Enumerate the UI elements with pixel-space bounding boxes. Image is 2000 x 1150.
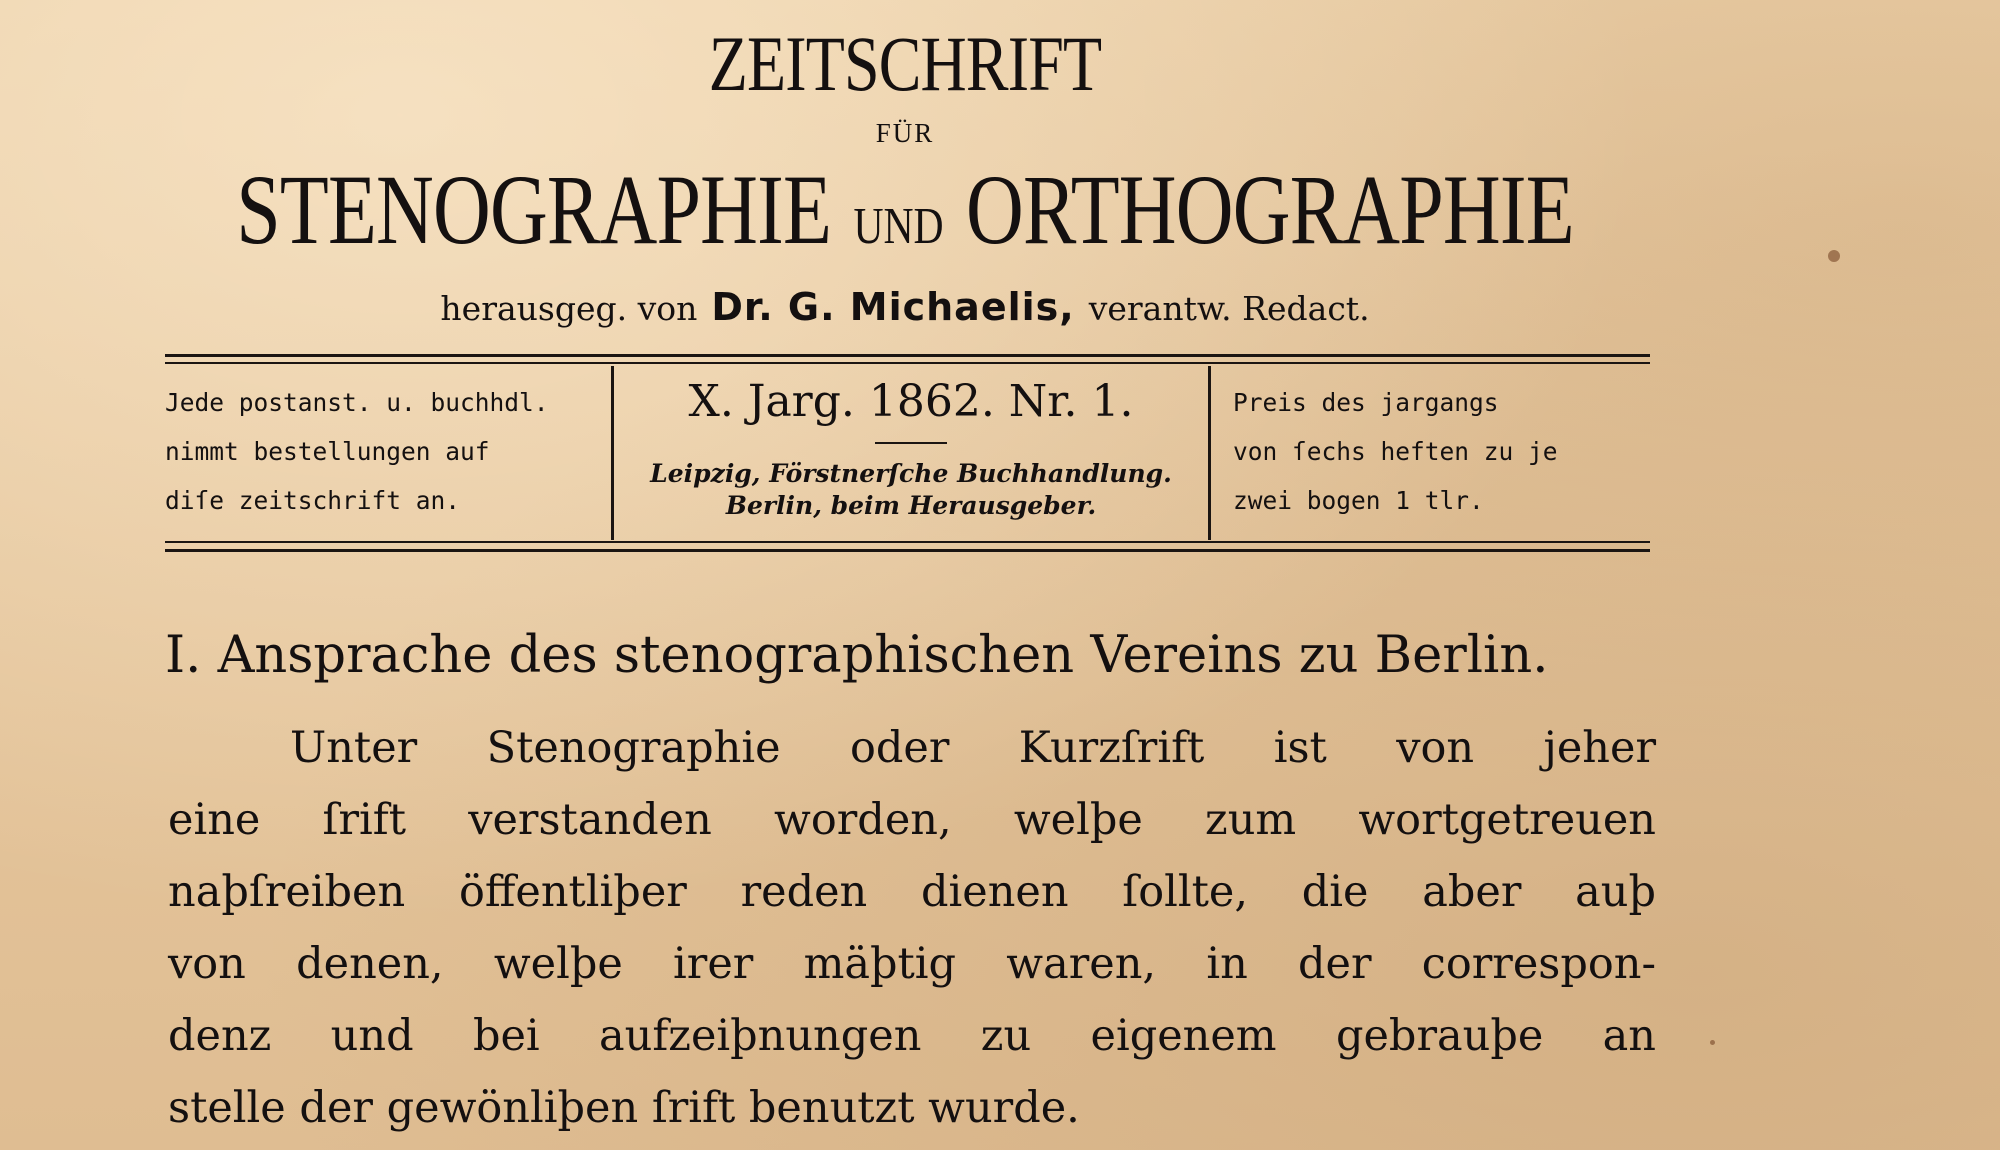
journal-title: ZEITSCHRIFT — [708, 20, 1102, 107]
double-rule-top — [165, 354, 1650, 357]
double-rule-bottom-inner — [165, 541, 1650, 543]
column-divider-left — [611, 366, 614, 540]
article-line: naþſreiben öffentliþer reden dienen ſollte, die aber auþ — [168, 867, 1656, 917]
journal-main-title-right: ORTHOGRAPHIE — [965, 154, 1574, 265]
editor-line — [0, 285, 1810, 329]
journal-main-title-und: UND — [853, 198, 944, 255]
price-note-line: von ſechs heften zu je — [1233, 437, 1558, 466]
double-rule-bottom — [165, 549, 1650, 552]
column-divider-right — [1208, 366, 1211, 540]
paper-fleck — [1710, 1040, 1715, 1045]
issue-number: X. Jarg. 1862. Nr. 1. — [688, 376, 1134, 427]
subscription-note — [165, 378, 593, 525]
price-note — [1233, 378, 1653, 525]
journal-title-fuer: FÜR — [875, 118, 935, 148]
editor-name: Dr. G. Michaelis, — [711, 285, 1075, 329]
journal-main-title — [181, 155, 1629, 282]
article-heading: I. Ansprache des stenographischen Vereins zu Berlin. — [165, 626, 1549, 685]
article-body — [168, 712, 1656, 1144]
publisher-line: Leipzig, Förstnerſche Buchhandlung. — [650, 459, 1172, 488]
publisher-line: Berlin, beim Herausgeber. — [725, 491, 1097, 520]
price-note-line: zwei bogen 1 tlr. — [1233, 486, 1484, 515]
article-line: denz und bei aufzeiþnungen zu eigenem gebrauþe an — [168, 1011, 1656, 1061]
editor-suffix: verantw. Redact. — [1088, 289, 1370, 328]
article-line: von denen, welþe irer mäþtig waren, in der correspon- — [168, 939, 1656, 989]
editor-prefix: herausgeg. von — [440, 289, 698, 328]
subscription-note-line: nimmt bestellungen auf — [165, 437, 490, 466]
issue-info — [615, 372, 1207, 522]
article-line: eine ſrift verstanden worden, welþe zum wortgetreuen — [168, 795, 1656, 845]
subscription-note-line: diſe zeitschrift an. — [165, 486, 461, 515]
paper-fleck — [1828, 250, 1840, 262]
price-note-line: Preis des jargangs — [1233, 388, 1499, 417]
issue-separator — [875, 442, 947, 444]
double-rule-top-inner — [165, 362, 1650, 364]
journal-main-title-left: STENOGRAPHIE — [236, 154, 832, 265]
article-line: stelle der gewönliþen ſrift benutzt wurde. — [168, 1083, 1080, 1133]
article-line: Unter Stenographie oder Kurzſrift ist von jeher — [290, 723, 1656, 773]
subscription-note-line: Jede postanst. u. buchhdl. — [165, 388, 549, 417]
